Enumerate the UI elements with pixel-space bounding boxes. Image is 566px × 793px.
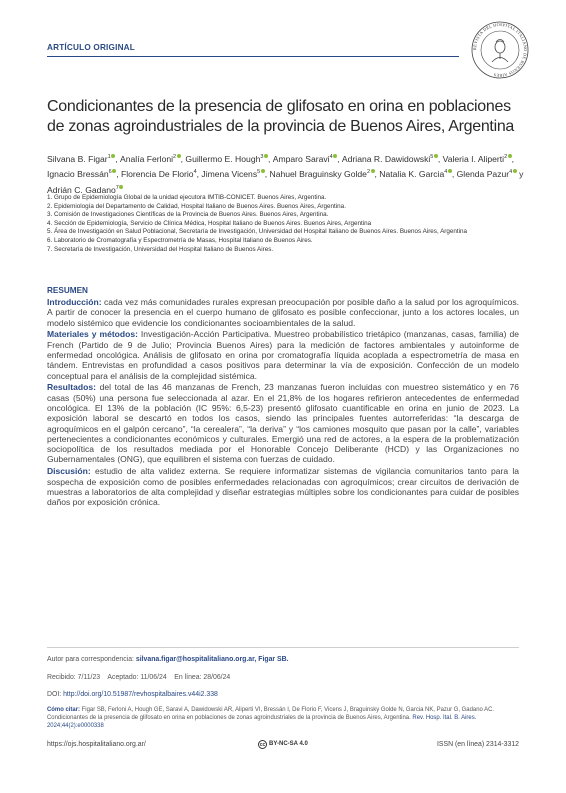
author: Adriana R. Dawidowski$^5$ , <box>341 153 443 164</box>
orcid-icon[interactable] <box>111 154 115 158</box>
orcid-icon[interactable] <box>333 154 337 158</box>
article-title: Condicionantes de la presencia de glifosato en orina en poblaciones de zonas agroindustriales de la provincia de Buenos Aires, Argentina <box>47 98 515 135</box>
doi-link[interactable]: http://doi.org/10.51987/revhospitalbaires.v44i2.338 <box>63 691 218 698</box>
abstract-methods: Materiales y métodos: Investigación-Acción Participativa. Muestreo probabilístico trietápico (manzanas, casas, familia) de French (Partido de 9 de Julio; Provincia Buenos Aires) para la medición de factores ambientales y autoinforme de enfermedad oncológica. Análisis de glifosato en orina por cromatografía líquida acoplada a espectrometría de masa en tándem. Entrevistas en profundidad a casos positivos para determinar la vía de exposición. Confección de un modelo conceptual para el análisis de la complejidad sistémica. <box>47 329 519 381</box>
correspondence-email-link[interactable]: silvana.figar@hospitalitaliano.org.ar, Figar SB. <box>135 656 289 663</box>
article-dates: Recibido: 7/11/23 Aceptado: 11/06/24 En línea: 28/06/24 <box>47 674 231 681</box>
author: Amparo Saravi$^4$ , <box>272 153 342 164</box>
author: Adrián C. Gadano$^7$ <box>47 185 123 195</box>
author: Glenda Pazur$^4$ <box>457 169 520 179</box>
author: Valeria I. Aliperti$^2$ , <box>442 153 515 164</box>
citation: Cómo citar: Figar SB, Ferloni A, Hough GE, Saravi A, Dawidowski AR, Aliperti VI, Bressán I, De Florio F, Vicens J, Braguinsky Golde N, Garcia NK, Pazur G, Gadano AC. Condicionantes de la presencia de glifosato en orina en poblaciones de zonas agroindustriales de la provincia de Buenos Aires, Argentina. Rev. Hosp. Ital. B. Aires. 2024;44(2):e0000338 <box>47 707 495 729</box>
author-list <box>47 151 527 197</box>
author: Silvana B. Figar$^1$ , <box>47 153 121 164</box>
author-connector: y <box>519 169 524 180</box>
orcid-icon[interactable] <box>177 154 181 158</box>
affiliation-item: 2. Epidemiología del Departamento de Calidad, Hospital Italiano de Buenos Aires. Buenos Aires, Argentina. <box>47 202 346 210</box>
orcid-icon[interactable] <box>434 154 438 158</box>
footer-rule <box>47 647 519 648</box>
affiliation-item: 7. Secretaría de Investigación, Universidad del Hospital Italiano de Buenos Aires. <box>47 245 274 253</box>
section-label: ARTÍCULO ORIGINAL <box>47 43 135 52</box>
issn: ISSN (en línea) 2314-3312 <box>437 741 519 748</box>
orcid-icon[interactable] <box>261 169 265 173</box>
affiliation-item: 3. Comisión de Investigaciones Científicas de la Provincia de Buenos Aires. Buenos Aires, Argentina. <box>47 211 329 219</box>
doi-line: DOI: http://doi.org/10.51987/revhospitalbaires.v44i2.338 <box>47 691 218 698</box>
abstract-heading: RESUMEN <box>47 286 88 295</box>
creative-commons-icon: cc <box>259 741 266 748</box>
correspondence: Autor para correspondencia: silvana.figar@hospitalitaliano.org.ar, Figar SB. <box>47 656 289 663</box>
journal-logo <box>470 20 530 80</box>
orcid-icon[interactable] <box>119 185 123 189</box>
affiliation-list <box>47 194 525 254</box>
abstract-results: Resultados: del total de las 46 manzanas de French, 23 manzanas fueron incluidas con muestreo sistemático y en 76 casas (50%) una persona fue seleccionada al azar. En el 21,8% de los hogares refirieron antecedentes de enfermedad oncológica. El 13% de la población (IC 95%: 6,5-23) presentó glifosato cuantificable en orina en junio de 2023. La exposición laboral se descartó en todos los casos, siendo las principales fuentes autorreferidas: “la descarga de agroquímicos en el galpón cercano”, “la cerealera”, “la deriva” y “los camiones mosquito que pasan por la calle”, variables pertenecientes a condicionantes económicos y culturales. Emergió una red de actores, a la espera de la problematización sociopolítica de los resultados mediada por el Honorable Concejo Deliberante (HCD) y las Organizaciones no Gubernamentales (ONG), que equilibren el sistema con fuerzas de cuidado. <box>47 382 519 465</box>
orcid-icon[interactable] <box>371 169 375 173</box>
abstract-introduction: Introducción: cada vez más comunidades rurales expresan preocupación por posible daño a la salud por los agroquímicos. A partir de conocer la presencia en el cuerpo humano de glifosato es posible confeccionar, junto a los actores locales, un modelo sistémico que evidencie los condicionantes socioambientales de la salud. <box>47 297 519 328</box>
license-badge[interactable]: cc BY-NC-SA 4.0 <box>259 741 308 748</box>
header-rule <box>47 56 459 57</box>
abstract-body <box>47 297 519 509</box>
citation-journal-link[interactable]: Rev. Hosp. Ital. B. Aires. 2024;44(2):e0000338 <box>47 715 477 729</box>
orcid-icon[interactable] <box>112 169 116 173</box>
author: Natalia K. Garcia$^4$ , <box>379 169 457 180</box>
journal-url-link[interactable]: https://ojs.hospitalitaliano.org.ar/ <box>47 741 146 748</box>
orcid-icon[interactable] <box>508 154 512 158</box>
author: Ignacio Bressán$^6$ , <box>47 169 121 180</box>
author: Analía Ferloni$^2$ , <box>120 153 186 164</box>
orcid-icon[interactable] <box>264 154 268 158</box>
abstract-discussion: Discusión: estudio de alta validez externa. Se requiere informatizar sistemas de vigilancia comunitarios tanto para la sospecha de exposición como de posibles enfermedades relacionadas con agroquímicos; crear circuitos de derivación de muestras a laboratorios de alta complejidad y diseñar estrategias múltiples sobre los condicionantes para cuidar de posibles daños por exposición crónica. <box>47 466 519 508</box>
author: Florencia De Florio$^4$, <box>120 169 202 180</box>
author: Guillermo E. Hough$^3$ , <box>185 153 273 164</box>
author: Nahuel Braguinsky Golde$^2$ , <box>269 169 380 180</box>
orcid-icon[interactable] <box>448 169 452 173</box>
orcid-icon[interactable] <box>513 169 517 173</box>
affiliation-item: 5. Área de Investigación en Salud Poblacional, Secretaría de Investigación, Universidad del Hospital Italiano de Buenos Aires. Buenos Aires, Argentina <box>47 228 468 236</box>
author: Jimena Vicens$^5$ , <box>201 169 270 180</box>
logo-emblem-icon <box>492 40 508 63</box>
affiliation-item: 4. Sección de Epidemiología, Servicio de Clínica Médica, Hospital Italiano de Buenos Aires. Buenos Aires, Argentina <box>47 219 372 227</box>
affiliation-item: 1. Grupo de Epidemiología Global de la unidad ejecutora IMTIB-CONICET. Buenos Aires, Argentina. <box>47 194 327 201</box>
affiliation-item: 6. Laboratorio de Cromatografía y Espectrometría de Masas, Hospital Italiano de Buenos Aires. <box>47 236 313 244</box>
logo-text: REVISTA DEL HOSPITAL ITALIANO DE BUENOS AIRES <box>471 21 529 79</box>
